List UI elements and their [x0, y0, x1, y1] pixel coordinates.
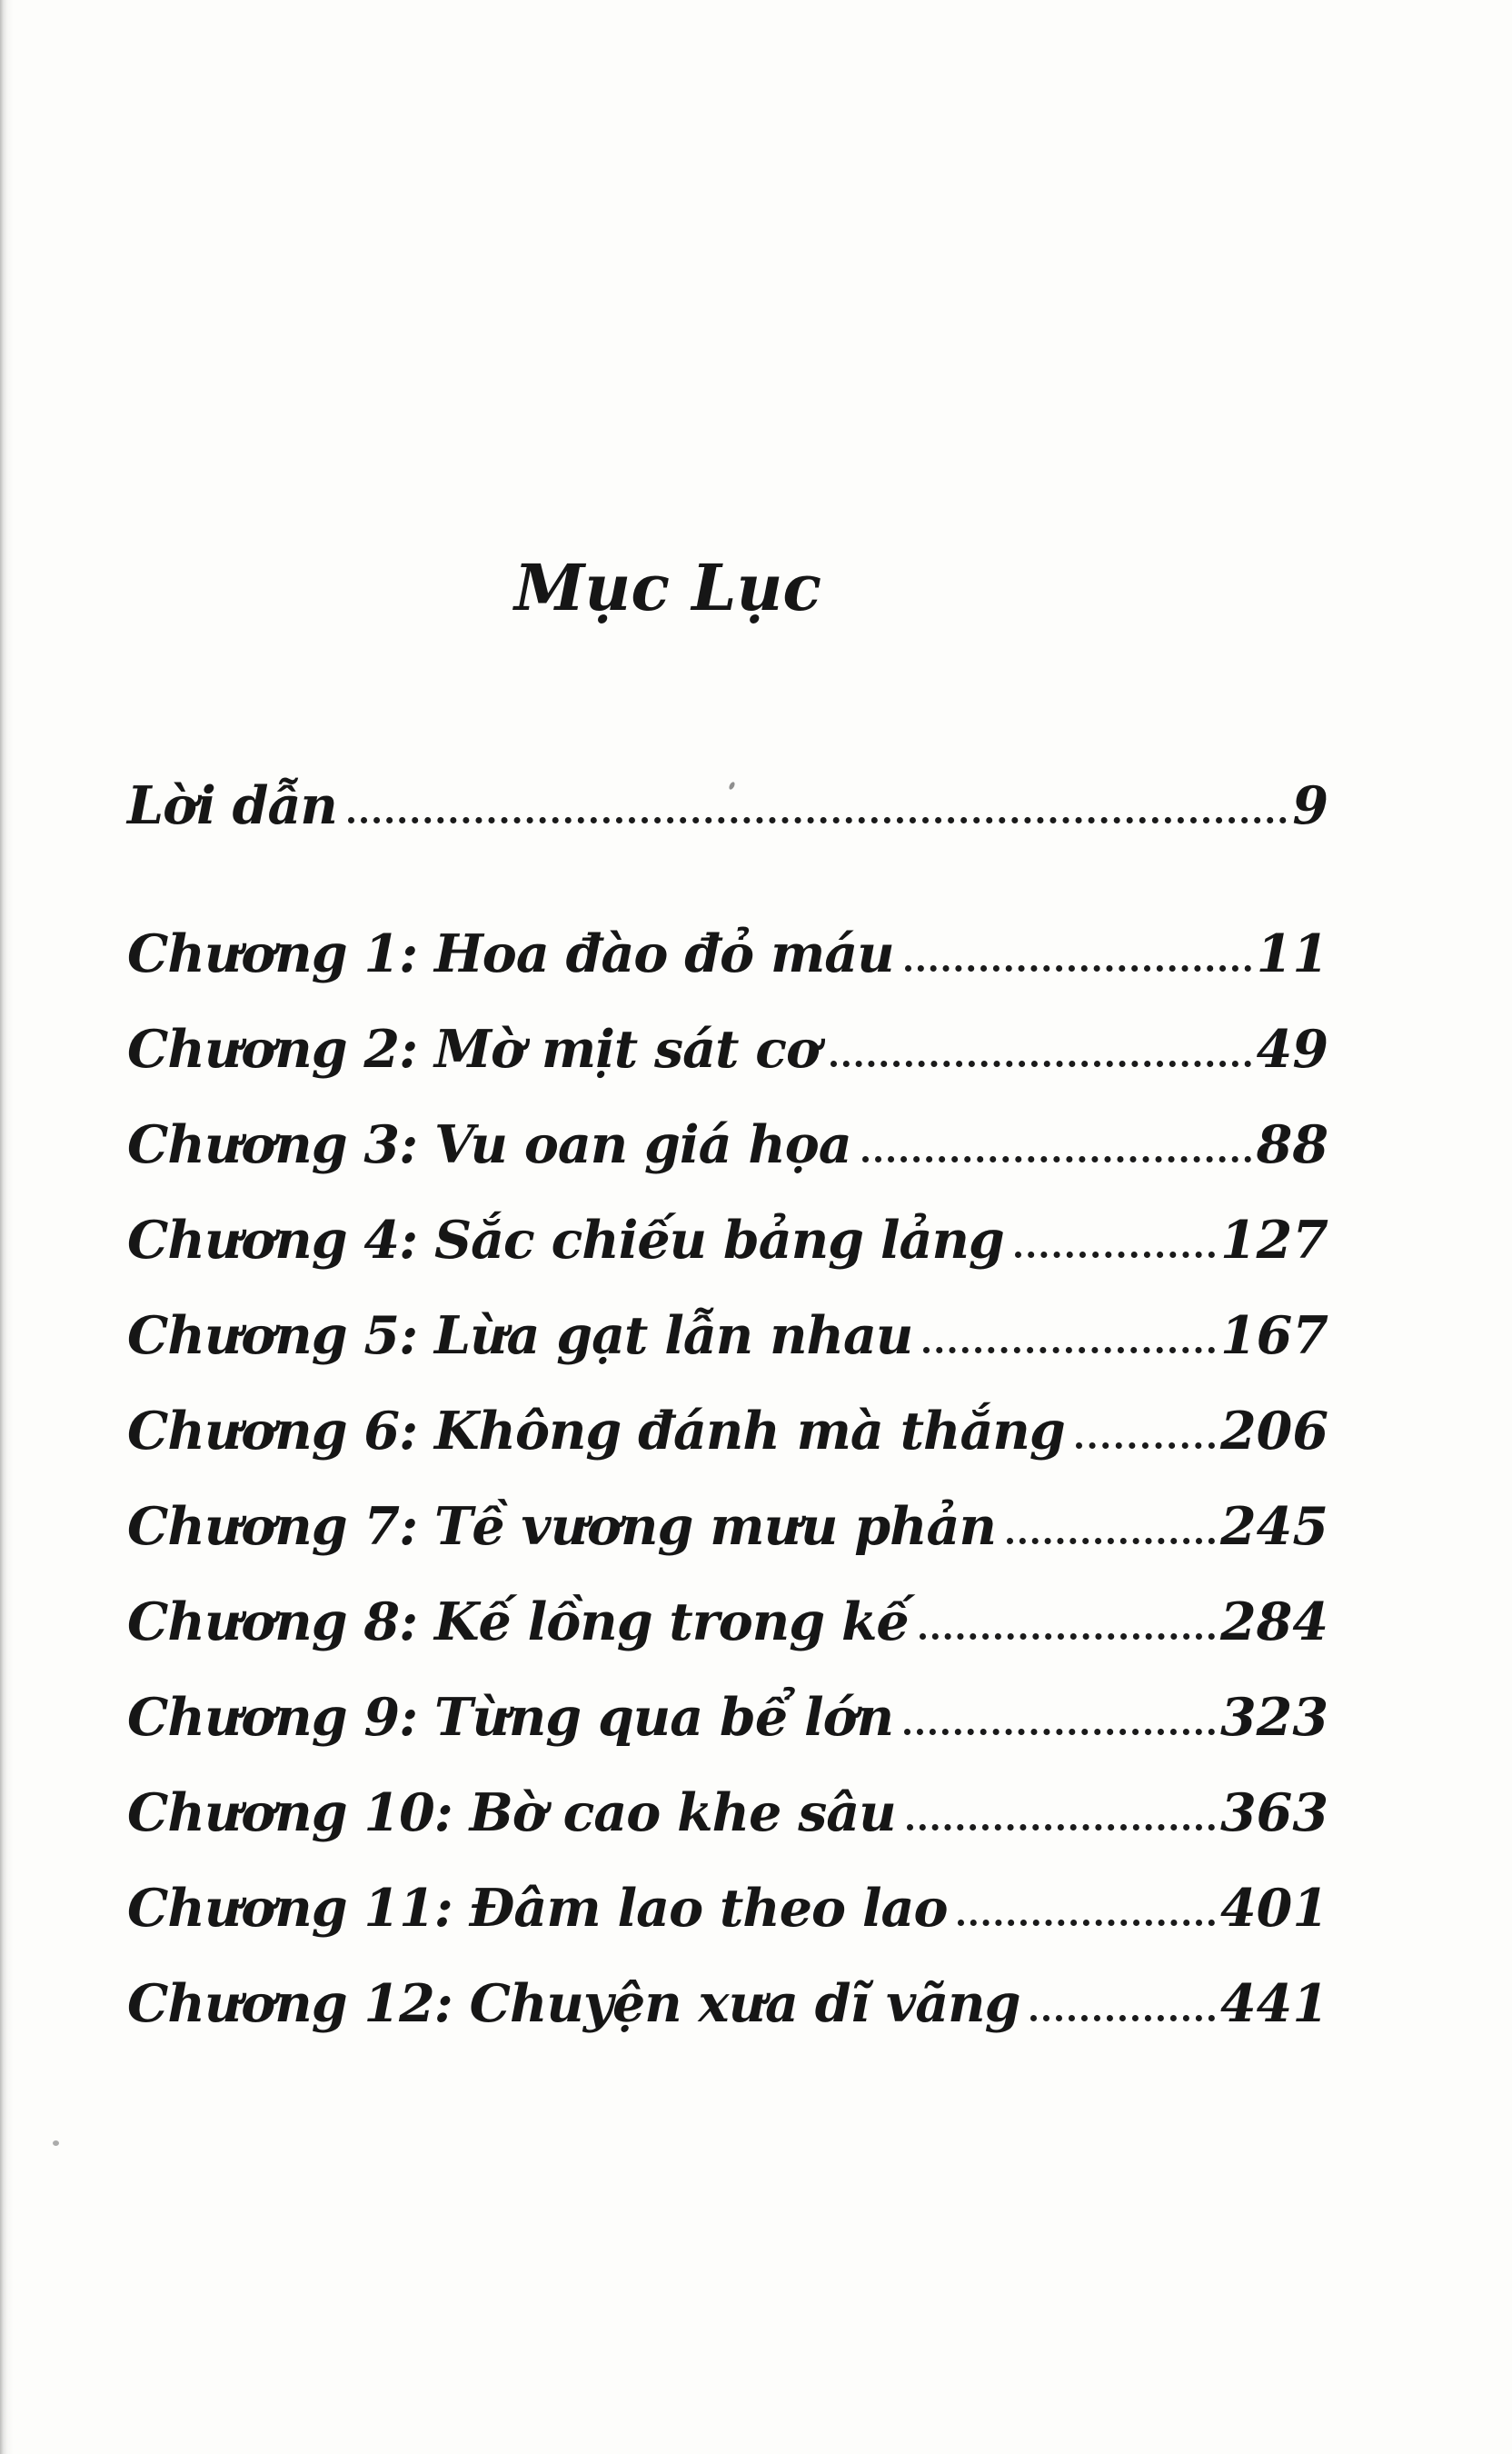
toc-entry-label: Chương 1: Hoa đào đỏ máu [127, 923, 894, 984]
toc-entry [127, 1020, 1328, 1115]
toc-entry [127, 1115, 1328, 1211]
toc-entry-page-number: 323 [1220, 1687, 1328, 1748]
toc-entry-label: Chương 6: Không đánh mà thắng [127, 1401, 1065, 1461]
toc-entry-label: Chương 12: Chuyện xưa dĩ vãng [127, 1973, 1020, 2034]
toc-entry [127, 1879, 1328, 1974]
toc-entry [127, 1783, 1328, 1879]
toc-entry-label: Chương 5: Lừa gạt lẫn nhau [127, 1305, 913, 1366]
toc-entry-label: Chương 11: Đâm lao theo lao [127, 1878, 948, 1939]
toc-entry [127, 776, 1328, 872]
toc-entry-label: Chương 9: Từng qua bể lớn [127, 1687, 894, 1748]
toc-entry-label: Chương 2: Mờ mịt sát cơ [127, 1019, 820, 1080]
toc-entry-page-number: 363 [1220, 1782, 1328, 1843]
toc-entry-label: Chương 10: Bờ cao khe sâu [127, 1782, 896, 1843]
toc-entry-label: Chương 3: Vu oan giá họa [127, 1114, 851, 1175]
toc-entry [127, 1974, 1328, 2070]
dot-leader [958, 1920, 1215, 1926]
toc-entry-label: Chương 7: Tề vương mưu phản [127, 1496, 996, 1557]
toc-entry-page-number: 441 [1220, 1973, 1328, 2034]
dot-leader [904, 1729, 1215, 1735]
toc-entry-page-number: 206 [1220, 1401, 1328, 1461]
toc-entry-page-number: 167 [1220, 1305, 1328, 1366]
dot-leader [1076, 1442, 1215, 1449]
toc-entry [127, 924, 1328, 1020]
toc-entry-label: Lời dẫn [127, 775, 337, 836]
toc-entry [127, 1211, 1328, 1306]
toc-entry-page-number: 127 [1220, 1210, 1328, 1271]
toc-entry [127, 1306, 1328, 1402]
toc-entry [127, 1592, 1328, 1688]
toc-entry-page-number: 284 [1220, 1591, 1328, 1652]
scan-speck [53, 2140, 59, 2146]
toc-entry-page-number: 49 [1256, 1019, 1328, 1080]
page-title: Mục Lục [513, 550, 822, 625]
dot-leader [862, 1156, 1251, 1162]
toc-entry-page-number: 245 [1220, 1496, 1328, 1557]
dot-leader [923, 1347, 1215, 1353]
toc-entry [127, 1402, 1328, 1497]
toc-entry [127, 1497, 1328, 1592]
dot-leader [907, 1824, 1215, 1831]
dot-leader [348, 817, 1288, 823]
toc-entry-page-number: 401 [1220, 1878, 1328, 1939]
dot-leader [920, 1633, 1215, 1640]
toc-entry-page-number: 88 [1256, 1114, 1328, 1175]
toc-entry-label: Chương 4: Sắc chiếu bảng lảng [127, 1210, 1004, 1271]
toc-entry-page-number: 9 [1292, 775, 1328, 836]
dot-leader [905, 965, 1251, 972]
dot-leader [1015, 1252, 1215, 1258]
toc-list [127, 776, 1328, 2070]
toc-entry-label: Chương 8: Kế lồng trong kế [127, 1591, 909, 1652]
dot-leader [1007, 1538, 1215, 1544]
scan-edge-shadow [0, 0, 13, 2454]
dot-leader [1030, 2015, 1215, 2021]
toc-entry-page-number: 11 [1256, 923, 1328, 984]
dot-leader [831, 1061, 1251, 1067]
toc-entry [127, 1688, 1328, 1783]
